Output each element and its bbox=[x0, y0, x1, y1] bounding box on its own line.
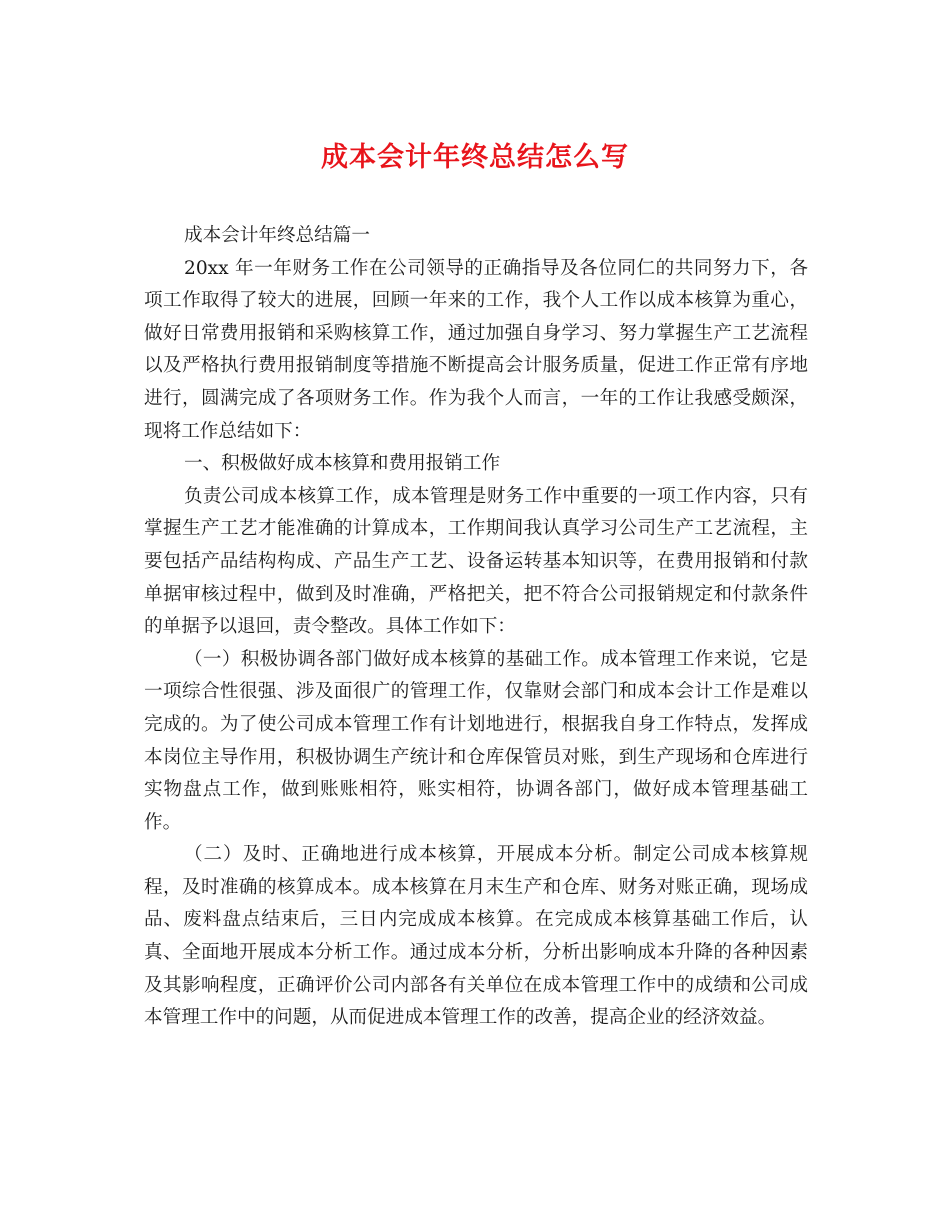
body-paragraph: （一）积极协调各部门做好成本核算的基础工作。成本管理工作来说，它是一项综合性很强、涉及面很广的管理工作，仅靠财会部门和成本会计工作是难以完成的。为了使公司成本管理工作有计划地进行，根据我自身工作特点，发挥成本岗位主导作用，积极协调生产统计和仓库保管员对账，到生产现场和仓库进行实物盘点工作，做到账账相符，账实相符，协调各部门，做好成本管理基础工作。 bbox=[144, 648, 808, 833]
intro-paragraph: 20xx 年一年财务工作在公司领导的正确指导及各位同仁的共同努力下，各项工作取得了较大的进展，回顾一年来的工作，我个人工作以成本核算为重心，做好日常费用报销和采购核算工作，通过加强自身学习、努力掌握生产工艺流程以及严格执行费用报销制度等措施不断提高会计服务质量，促进工作正常有序地进行，圆满完成了各项财务工作。作为我个人而言，一年的工作让我感受颇深，现将工作总结如下： bbox=[144, 257, 808, 442]
subsection-heading: 一、积极做好成本核算和费用报销工作 bbox=[183, 453, 501, 475]
document-title: 成本会计年终总结怎么写 bbox=[321, 142, 629, 173]
body-paragraph: 负责公司成本核算工作，成本管理是财务工作中重要的一项工作内容，只有掌握生产工艺才能准确的计算成本，工作期间我认真学习公司生产工艺流程，主要包括产品结构构成、产品生产工艺、设备运转基本知识等，在费用报销和付款单据审核过程中，做到及时准确，严格把关，把不符合公司报销规定和付款条件的单据予以退回，责令整改。具体工作如下： bbox=[144, 485, 808, 638]
document-body bbox=[144, 220, 808, 1035]
section-heading: 成本会计年终总结篇一 bbox=[183, 225, 370, 246]
body-paragraph: （二）及时、正确地进行成本核算，开展成本分析。制定公司成本核算规程，及时准确的核算成本。成本核算在月末生产和仓库、财务对账正确，现场成品、废料盘点结束后，三日内完成成本核算。在完成成本核算基础工作后，认真、全面地开展成本分析工作。通过成本分析，分析出影响成本升降的各种因素及其影响程度，正确评价公司内部各有关单位在成本管理工作中的成绩和公司成本管理工作中的问题，从而促进成本管理工作的改善，提高企业的经济效益。 bbox=[144, 844, 808, 1029]
